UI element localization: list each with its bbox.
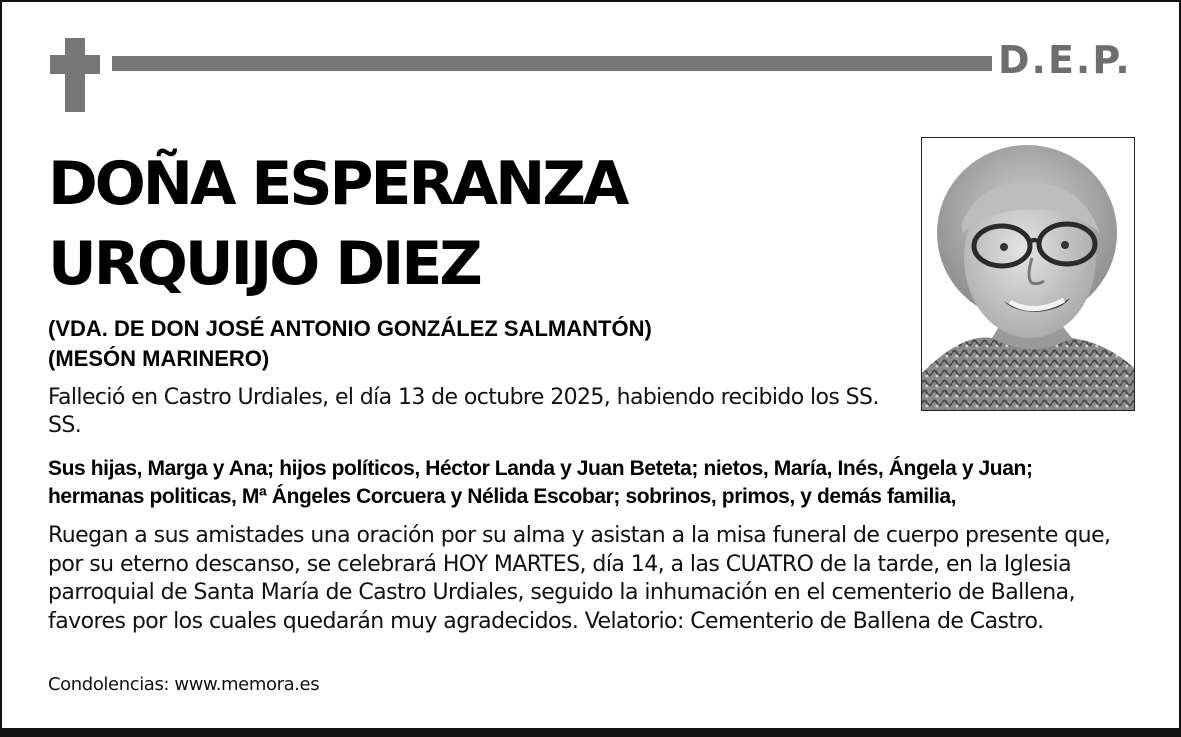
widow-of-line: (VDA. DE DON JOSÉ ANTONIO GONZÁLEZ SALMANTÓN) (48, 316, 652, 341)
header-rule (112, 56, 992, 71)
dep-label: D.E.P. (998, 38, 1132, 82)
deceased-name (48, 144, 888, 304)
business-line: (MESÓN MARINERO) (48, 346, 270, 371)
portrait-photo (921, 137, 1135, 411)
family-list (48, 455, 1158, 511)
condolences-link[interactable]: Condolencias: www.memora.es (48, 674, 320, 695)
subtitle-block (48, 314, 652, 374)
request-line-4: favores por los cuales quedarán muy agradecidos. Velatorio: Cementerio de Ballena de Castro. (48, 608, 1044, 634)
cross-icon (50, 38, 100, 112)
funeral-request (48, 522, 1158, 636)
name-line-2: URQUIJO DIEZ (48, 229, 480, 299)
request-line-2: por su eterno descanso, se celebrará HOY MARTES, día 14, a las CUATRO de la tarde, en la Iglesia (48, 551, 1072, 577)
request-line-3: parroquial de Santa María de Castro Urdiales, seguido la inhumación en el cementerio de Ballena, (48, 580, 1076, 605)
request-line-1: Ruegan a sus amistades una oración por su alma y asistan a la misa funeral de cuerpo presente que, (48, 523, 1111, 548)
family-line-1: Sus hijas, Marga y Ana; hijos políticos, Héctor Landa y Juan Beteta; nietos, María, Inés, Ángela y Juan; (48, 457, 1033, 480)
death-notice: Falleció en Castro Urdiales, el día 13 de octubre 2025, habiendo recibido los SS. SS. (48, 385, 879, 438)
family-line-2: hermanas politicas, Mª Ángeles Corcuera y Nélida Escobar; sobrinos, primos, y demás familia, (48, 485, 957, 508)
name-line-1: DOÑA ESPERANZA (48, 149, 627, 219)
portrait-illustration (922, 138, 1134, 410)
